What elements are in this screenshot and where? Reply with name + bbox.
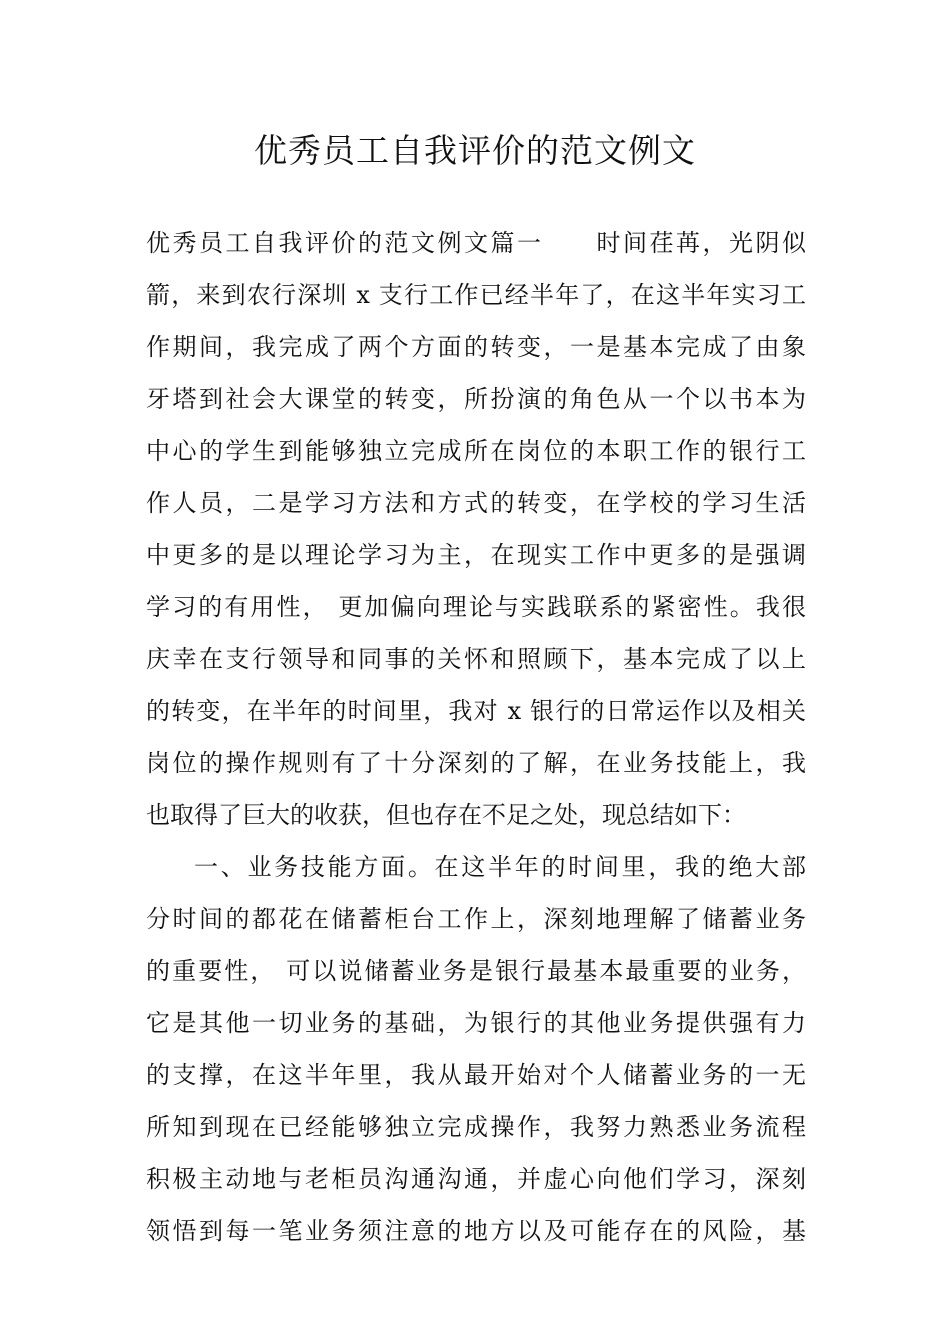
text-line: 中心的学生到能够独立完成所在岗位的本职工作的银行工 [146, 437, 806, 465]
text-line: 岗位的操作规则有了十分深刻的了解，在业务技能上，我 [146, 749, 806, 777]
text-line: 它是其他一切业务的基础，为银行的其他业务提供强有力 [146, 1009, 806, 1037]
text-line: 庆幸在支行领导和同事的关怀和照顾下，基本完成了以上 [146, 645, 806, 673]
text-line: 箭，来到农行深圳 x 支行工作已经半年了，在这半年实习工 [146, 281, 806, 309]
text-line: 的重要性， 可以说储蓄业务是银行最基本最重要的业务， [146, 957, 806, 985]
text-line: 积极主动地与老柜员沟通沟通，并虚心向他们学习，深刻 [146, 1165, 806, 1193]
text-line: 领悟到每一笔业务须注意的地方以及可能存在的风险，基 [146, 1217, 806, 1245]
text-line: 所知到现在已经能够独立完成操作，我努力熟悉业务流程 [146, 1113, 806, 1141]
text-line: 牙塔到社会大课堂的转变，所扮演的角色从一个以书本为 [146, 385, 806, 413]
text-line: 分时间的都花在储蓄柜台工作上，深刻地理解了储蓄业务 [146, 905, 806, 933]
text-line: 作人员，二是学习方法和方式的转变，在学校的学习生活 [146, 489, 806, 517]
text-line: 学习的有用性， 更加偏向理论与实践联系的紧密性。我很 [146, 593, 806, 621]
text-line: 的转变，在半年的时间里，我对 x 银行的日常运作以及相关 [146, 697, 806, 725]
paragraph-first-line: 一、业务技能方面。在这半年的时间里，我的绝大部 [194, 853, 806, 881]
text-line: 优秀员工自我评价的范文例文篇一 时间荏苒，光阴似 [146, 229, 806, 257]
text-line: 作期间，我完成了两个方面的转变，一是基本完成了由象 [146, 333, 806, 361]
page-title: 优秀员工自我评价的范文例文 [254, 131, 696, 170]
text-line: 中更多的是以理论学习为主，在现实工作中更多的是强调 [146, 541, 806, 569]
text-line: 也取得了巨大的收获，但也存在不足之处，现总结如下： [146, 801, 746, 829]
text-line: 的支撑，在这半年里，我从最开始对个人储蓄业务的一无 [146, 1061, 806, 1089]
